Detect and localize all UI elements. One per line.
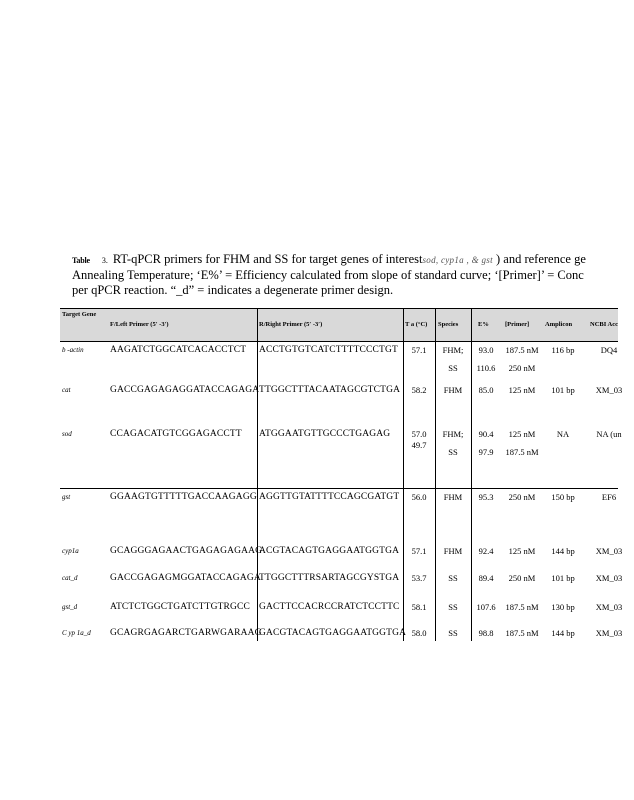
cell-e: 92.4 (478, 546, 494, 556)
cell-forward: GGAAGTGTTTTTGACCAAGAGG (110, 492, 257, 502)
cell-species: FHM; (442, 429, 464, 439)
cell-primer: 187.5 nM (505, 447, 539, 457)
header-target-gene: Target Gene (62, 311, 97, 318)
cell-reverse: GACTTCCACRCCRATCTCCTTC (259, 602, 400, 612)
cell-primer: 187.5 nM (505, 628, 539, 638)
cell-ncbi: XM_03 (595, 573, 623, 583)
cell-e: 98.8 (478, 628, 494, 638)
cell-ncbi: XM_03 (595, 546, 623, 556)
column-divider (471, 308, 472, 641)
cell-primer: 250 nM (508, 573, 536, 583)
cell-e: 93.0 (478, 345, 494, 355)
cell-species: FHM (443, 385, 463, 395)
cell-primer: 187.5 nM (505, 602, 539, 612)
cell-gene: gst_d (62, 603, 78, 611)
cell-ncbi: EF6 (601, 492, 617, 502)
header-forward-primer: F/Left Primer (5′ -3′) (110, 321, 169, 328)
cell-species: FHM; (442, 345, 464, 355)
cell-primer: 125 nM (508, 546, 536, 556)
caption-table-number: 3. (101, 256, 108, 265)
cell-ncbi: XM_03 (595, 602, 623, 612)
cell-primer: 250 nM (508, 492, 536, 502)
top-rule (60, 308, 618, 309)
cell-ta: 58.1 (411, 602, 427, 612)
cell-forward: ATCTCTGGCTGATCTTGTRGCC (110, 602, 250, 612)
cell-ta: 49.7 (411, 440, 427, 450)
header-amplicon: Amplicon (545, 321, 573, 328)
cell-e: 90.4 (478, 429, 494, 439)
header-efficiency: E% (478, 321, 489, 328)
cell-species: FHM (443, 546, 463, 556)
cell-amplicon: 150 bp (551, 492, 575, 502)
cell-e: 95.3 (478, 492, 494, 502)
column-divider (435, 308, 436, 641)
cell-ta: 57.1 (411, 546, 427, 556)
cell-e: 107.6 (476, 602, 496, 612)
cell-ta: 58.2 (411, 385, 427, 395)
cell-forward: AAGATCTGGCATCACACCTCT (110, 345, 247, 355)
cell-species: FHM (443, 492, 463, 502)
header-rule (60, 341, 618, 342)
table-caption (72, 252, 618, 299)
cell-e: 85.0 (478, 385, 494, 395)
cell-species: SS (448, 363, 458, 373)
cell-forward: GCAGRGAGARCTGARWGARAAG (110, 628, 262, 638)
cell-primer: 125 nM (508, 429, 536, 439)
cell-primer: 187.5 nM (505, 345, 539, 355)
cell-amplicon: 144 bp (551, 546, 575, 556)
caption-line-2: Annealing Temperature; ‘E%’ = Efficiency calculated from slope of standard curve; ‘[Primer]’ = Conc (72, 267, 584, 282)
cell-ta: 57.0 (411, 429, 427, 439)
cell-e: 89.4 (478, 573, 494, 583)
cell-ncbi: NA (un (596, 429, 622, 439)
cell-reverse: ATGGAATGTTGCCCTGAGAG (259, 429, 391, 439)
cell-amplicon: 144 bp (551, 628, 575, 638)
cell-species: SS (448, 628, 458, 638)
cell-e: 97.9 (478, 447, 494, 457)
cell-ta: 57.1 (411, 345, 427, 355)
cell-ncbi: XM_03 (595, 385, 623, 395)
cell-reverse: GACGTACAGTGAGGAATGGTGA (259, 628, 407, 638)
cell-reverse: ACGTACAGTGAGGAATGGTGA (259, 546, 400, 556)
cell-amplicon: 101 bp (551, 385, 575, 395)
cell-amplicon: 130 bp (551, 602, 575, 612)
cell-gene: C yp 1a_d (62, 629, 91, 637)
cell-species: SS (448, 447, 458, 457)
header-primer-conc: [Primer] (505, 321, 530, 328)
cell-reverse: ACCTGTGTCATCTTTTCCCTGT (259, 345, 398, 355)
cell-amplicon: 101 bp (551, 573, 575, 583)
cell-ta: 56.0 (411, 492, 427, 502)
cell-forward: CCAGACATGTCGGAGACCTT (110, 429, 242, 439)
cell-forward: GACCGAGAGAGGATACCAGAGA (110, 385, 260, 395)
header-species: Species (438, 321, 459, 328)
cell-gene: cyp1a (62, 547, 79, 555)
cell-e: 110.6 (476, 363, 496, 373)
cell-ta: 58.0 (411, 628, 427, 638)
header-reverse-primer: R/Right Primer (5′ -3′) (259, 321, 323, 328)
cell-amplicon: NA (556, 429, 570, 439)
cell-forward: GACCGAGAGMGGATACCAGAGA (110, 573, 261, 583)
cell-forward: GCAGGGAGAACTGAGAGAGAAG (110, 546, 263, 556)
cell-reverse: TTGGCTTTRSARTAGCGYSTGA (259, 573, 400, 583)
caption-line-3: per qPCR reaction. “_d” = indicates a degenerate primer design. (72, 283, 394, 297)
caption-text-1-end: ) and reference ge (496, 252, 586, 266)
column-divider (403, 308, 404, 641)
section-rule (60, 488, 618, 489)
cell-species: SS (448, 602, 458, 612)
header-annealing-temp: T a (°C) (405, 321, 428, 328)
header-ncbi-accession: NCBI Acc (590, 321, 618, 328)
cell-gene: sod (62, 430, 72, 438)
column-divider (257, 308, 258, 641)
cell-gene: gst (62, 493, 71, 501)
caption-genes: sod, cyp1a , & gst (422, 255, 493, 265)
cell-amplicon: 116 bp (551, 345, 575, 355)
cell-ncbi: DQ4 (600, 345, 618, 355)
cell-primer: 125 nM (508, 385, 536, 395)
cell-ta: 53.7 (411, 573, 427, 583)
cell-reverse: AGGTTGTATTTTCCAGCGATGT (259, 492, 400, 502)
cell-gene: b -actin (62, 346, 84, 354)
caption-text-1: RT-qPCR primers for FHM and SS for target genes of interest (112, 252, 423, 266)
cell-gene: cat_d (62, 574, 78, 582)
caption-line-1 (72, 252, 618, 268)
cell-primer: 250 nM (508, 363, 536, 373)
cell-gene: cat (62, 386, 71, 394)
cell-ncbi: XM_03 (595, 628, 623, 638)
cell-reverse: TTGGCTTTACAATAGCGTCTGA (259, 385, 401, 395)
caption-table-label: Table (72, 256, 90, 265)
cell-species: SS (448, 573, 458, 583)
